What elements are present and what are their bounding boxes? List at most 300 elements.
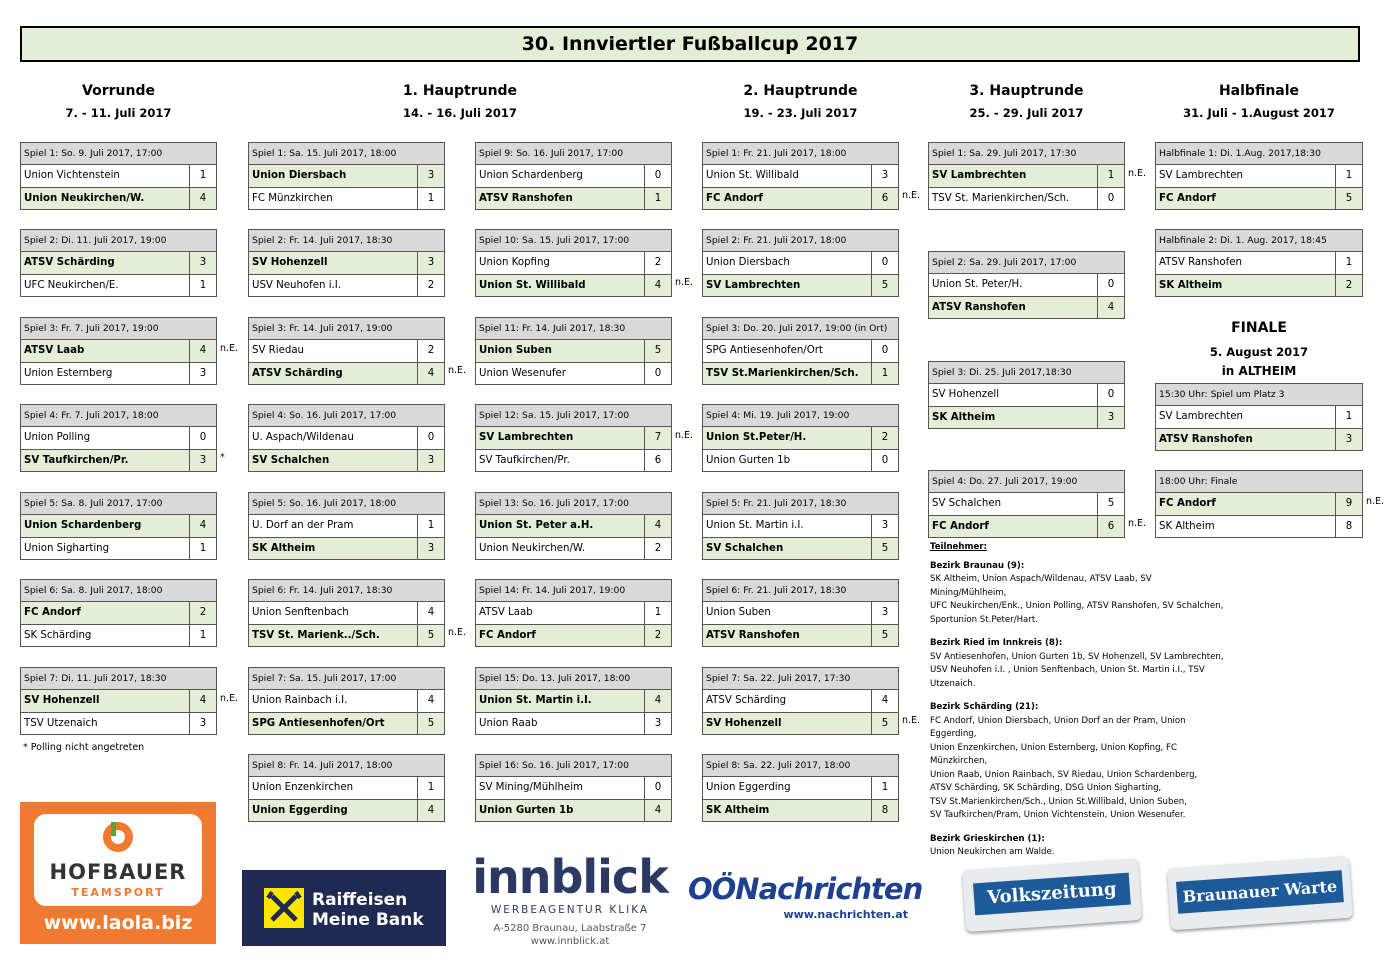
round-heading-hauptrunde-2 <box>702 82 899 121</box>
team-row <box>476 274 671 296</box>
team-row <box>1156 428 1362 450</box>
team-name: ATSV Schärding <box>24 257 115 268</box>
match-header: Spiel 2: Fr. 21. Juli 2017, 18:00 <box>703 230 898 252</box>
team-row <box>929 296 1124 318</box>
team-name: Union Neukirchen/W. <box>24 193 145 204</box>
raiffeisen-line1: Raiffeisen <box>312 890 408 910</box>
match-card <box>475 754 672 822</box>
innblick-sub: WERBEAGENTUR KLIKA <box>490 904 650 916</box>
team-row <box>21 165 216 187</box>
round-dates: 19. - 23. Juli 2017 <box>743 106 858 120</box>
team-score: 3 <box>1335 429 1362 450</box>
team-row <box>21 515 216 537</box>
penalty-note: n.E. <box>1366 496 1385 507</box>
team-name: SV Schalchen <box>932 498 1002 509</box>
innblick-url: www.innblick.at <box>530 936 610 947</box>
match-header: Spiel 2: Di. 11. Juli 2017, 19:00 <box>21 230 216 252</box>
team-row <box>1156 515 1362 537</box>
finale-venue: in ALTHEIM <box>1221 364 1297 378</box>
oon-url: www.nachrichten.at <box>783 908 908 921</box>
match-card <box>702 492 899 560</box>
district-name: Bezirk Ried im Innkreis (8): <box>930 638 1063 648</box>
match-card <box>1155 229 1363 297</box>
match-card <box>928 361 1125 429</box>
team-score: 8 <box>871 800 898 821</box>
team-row <box>249 187 444 209</box>
match-card <box>928 251 1125 319</box>
team-row <box>703 427 898 449</box>
team-row <box>249 799 444 821</box>
finale-date: 5. August 2017 <box>1209 345 1309 359</box>
penalty-note: n.E. <box>675 277 694 288</box>
team-score: 1 <box>189 275 216 296</box>
team-score: 1 <box>871 777 898 799</box>
team-score: 3 <box>871 515 898 537</box>
team-score: 4 <box>1097 297 1124 318</box>
match-header: Spiel 6: Sa. 8. Juli 2017, 18:00 <box>21 580 216 602</box>
participants-list <box>930 541 1230 860</box>
match-header: Spiel 3: Fr. 7. Juli 2017, 19:00 <box>21 318 216 340</box>
round-dates: 7. - 11. Juli 2017 <box>65 106 172 120</box>
team-score: 0 <box>644 165 671 187</box>
team-score: 1 <box>417 515 444 537</box>
team-row <box>703 252 898 274</box>
team-row <box>703 515 898 537</box>
match-card <box>20 667 217 735</box>
team-score: 4 <box>417 602 444 624</box>
team-name: Union St. Martin i.I. <box>706 520 804 531</box>
penalty-note: n.E. <box>448 365 467 376</box>
team-score: 1 <box>871 363 898 384</box>
team-row <box>929 515 1124 537</box>
innblick-name: innblick <box>472 850 668 904</box>
polling-note: * Polling nicht angetreten <box>23 742 145 753</box>
team-row <box>21 624 216 646</box>
match-header: Spiel 4: Mi. 19. Juli 2017, 19:00 <box>703 405 898 427</box>
team-score: 2 <box>417 275 444 296</box>
team-name: Union St. Willibald <box>479 280 586 291</box>
team-name: USV Neuhofen i.I. <box>252 280 342 291</box>
match-card <box>475 667 672 735</box>
team-row <box>249 252 444 274</box>
match-card <box>1155 142 1363 210</box>
team-score: 6 <box>1097 516 1124 537</box>
team-name: SV Hohenzell <box>252 257 328 268</box>
district-teams-line: UFC Neukirchen/Enk., Union Polling, ATSV Ranshofen, SV Schalchen, <box>930 601 1224 611</box>
team-score: 3 <box>189 450 216 471</box>
team-name: FC Andorf <box>24 607 81 618</box>
team-row <box>1156 252 1362 274</box>
team-score: 1 <box>1335 406 1362 428</box>
team-name: Union Eggerding <box>706 782 791 793</box>
team-name: SV Taufkirchen/Pr. <box>24 455 129 466</box>
match-header: Spiel 13: So. 16. Juli 2017, 17:00 <box>476 493 671 515</box>
match-card <box>20 229 217 297</box>
team-score: 2 <box>871 427 898 449</box>
team-score: 4 <box>189 340 216 362</box>
match-header: Spiel 5: Sa. 8. Juli 2017, 17:00 <box>21 493 216 515</box>
match-card <box>928 142 1125 210</box>
team-score: 1 <box>189 625 216 646</box>
match-card <box>248 667 445 735</box>
match-card <box>702 317 899 385</box>
team-row <box>476 690 671 712</box>
team-row <box>249 777 444 799</box>
team-score: 1 <box>644 602 671 624</box>
match-header: Spiel 1: Sa. 29. Juli 2017, 17:30 <box>929 143 1124 165</box>
team-row <box>249 274 444 296</box>
match-header: Spiel 3: Do. 20. Juli 2017, 19:00 (in Ort) <box>703 318 898 340</box>
match-header: Spiel 12: Sa. 15. Juli 2017, 17:00 <box>476 405 671 427</box>
team-name: Union Schardenberg <box>24 520 142 531</box>
match-header: Spiel 5: Fr. 21. Juli 2017, 18:30 <box>703 493 898 515</box>
team-score: 0 <box>1097 188 1124 209</box>
team-name: ATSV Schärding <box>252 368 343 379</box>
team-row <box>249 537 444 559</box>
match-card <box>248 404 445 472</box>
team-row <box>21 362 216 384</box>
team-name: SK Altheim <box>252 543 316 554</box>
district-teams-line: TSV St.Marienkirchen/Sch., Union St.Willibald, Union Suben, <box>930 796 1187 807</box>
innblick-address: A-5280 Braunau, Laabstraße 7 <box>493 923 647 934</box>
team-name: Union Sigharting <box>24 543 110 554</box>
round-heading-halbfinale <box>1155 82 1363 121</box>
team-score: 1 <box>1097 165 1124 187</box>
team-row <box>703 537 898 559</box>
team-row <box>21 427 216 449</box>
district-teams-line: FC Andorf, Union Diersbach, Union Dorf an der Pram, Union Eggerding, <box>930 715 1186 739</box>
match-header: 15:30 Uhr: Spiel um Platz 3 <box>1156 384 1362 406</box>
team-name: Union Senftenbach <box>252 607 349 618</box>
team-score: 4 <box>189 188 216 209</box>
team-name: Union Vichtenstein <box>24 170 120 181</box>
district-teams-line: SV Antiesenhofen, Union Gurten 1b, SV Hohenzell, SV Lambrechten, <box>930 651 1224 662</box>
match-header: Spiel 4: Fr. 7. Juli 2017, 18:00 <box>21 405 216 427</box>
team-row <box>476 799 671 821</box>
round-heading-hauptrunde-3 <box>928 82 1125 121</box>
team-name: ATSV Ranshofen <box>1159 434 1253 445</box>
team-name: SK Schärding <box>24 630 92 641</box>
team-name: SV Schalchen <box>706 543 784 554</box>
team-row <box>21 252 216 274</box>
team-name: SV Lambrechten <box>1159 170 1243 181</box>
match-header: Halbfinale 2: Di. 1. Aug. 2017, 18:45 <box>1156 230 1362 252</box>
team-score: 0 <box>871 450 898 471</box>
team-row <box>703 449 898 471</box>
match-header: Spiel 4: So. 16. Juli 2017, 17:00 <box>249 405 444 427</box>
team-name: SPG Antiesenhofen/Ort <box>252 718 385 729</box>
team-row <box>929 274 1124 296</box>
match-card <box>702 142 899 210</box>
team-score: 0 <box>1097 274 1124 296</box>
innblick-logo <box>470 850 670 950</box>
team-score: 0 <box>189 427 216 449</box>
team-row <box>21 449 216 471</box>
team-score: 5 <box>871 625 898 646</box>
page-title: 30. Innviertler Fußballcup 2017 <box>20 26 1360 62</box>
team-name: SV Lambrechten <box>932 170 1027 181</box>
team-name: Union Kopfing <box>479 257 550 268</box>
team-name: Union Polling <box>24 432 91 443</box>
team-score: 6 <box>644 450 671 471</box>
team-score: 4 <box>644 515 671 537</box>
team-row <box>1156 274 1362 296</box>
round-heading-hauptrunde-1 <box>248 82 672 121</box>
round-name: 3. Hauptrunde <box>969 83 1084 99</box>
match-header: Spiel 6: Fr. 21. Juli 2017, 18:30 <box>703 580 898 602</box>
team-score: 3 <box>189 713 216 734</box>
team-name: ATSV Laab <box>24 345 85 356</box>
team-row <box>21 340 216 362</box>
team-name: FC Andorf <box>932 521 989 532</box>
team-row <box>476 602 671 624</box>
team-row <box>476 537 671 559</box>
team-row <box>476 165 671 187</box>
braunauer-warte-logo <box>1163 850 1358 940</box>
team-name: Union Gurten 1b <box>479 805 574 816</box>
team-name: SK Altheim <box>1159 280 1223 291</box>
team-score: 6 <box>871 188 898 209</box>
team-score: 2 <box>644 625 671 646</box>
match-card <box>20 579 217 647</box>
team-score: 0 <box>871 252 898 274</box>
team-score: 0 <box>644 777 671 799</box>
team-score: 5 <box>871 538 898 559</box>
match-card <box>20 404 217 472</box>
team-row <box>476 187 671 209</box>
penalty-note: n.E. <box>220 343 239 354</box>
team-score: 3 <box>871 602 898 624</box>
team-score: 3 <box>644 713 671 734</box>
team-row <box>703 777 898 799</box>
team-row <box>21 537 216 559</box>
team-row <box>21 187 216 209</box>
team-name: FC Andorf <box>706 193 763 204</box>
raiffeisen-logo <box>242 870 446 946</box>
team-score: 8 <box>1335 516 1362 537</box>
match-card <box>702 754 899 822</box>
team-row <box>21 602 216 624</box>
team-row <box>1156 493 1362 515</box>
match-header: Spiel 7: Di. 11. Juli 2017, 18:30 <box>21 668 216 690</box>
team-name: Union Enzenkirchen <box>252 782 354 793</box>
team-row <box>703 690 898 712</box>
team-score: 5 <box>417 625 444 646</box>
match-card <box>475 229 672 297</box>
team-score: 1 <box>417 777 444 799</box>
match-card <box>248 229 445 297</box>
round-name: Vorrunde <box>82 83 155 99</box>
team-name: TSV St.Marienkirchen/Sch. <box>706 368 859 379</box>
team-name: UFC Neukirchen/E. <box>24 280 119 291</box>
match-card <box>248 492 445 560</box>
district-teams-line: Sportunion St.Peter/Hart. <box>930 614 1038 625</box>
team-row <box>21 712 216 734</box>
team-name: Union Eggerding <box>252 805 348 816</box>
team-score: 0 <box>417 427 444 449</box>
team-row <box>249 449 444 471</box>
team-row <box>476 712 671 734</box>
team-name: FC Andorf <box>479 630 536 641</box>
team-score: 7 <box>644 427 671 449</box>
team-score: 2 <box>644 538 671 559</box>
match-header: Spiel 8: Sa. 22. Juli 2017, 18:00 <box>703 755 898 777</box>
team-row <box>929 493 1124 515</box>
team-name: SV Schalchen <box>252 455 330 466</box>
match-card <box>20 142 217 210</box>
district-teams-line: Union Neukirchen am Walde. <box>930 847 1055 857</box>
braunauer-warte-roll <box>1167 856 1353 931</box>
match-header: Spiel 2: Fr. 14. Juli 2017, 18:30 <box>249 230 444 252</box>
round-name: 1. Hauptrunde <box>402 83 518 99</box>
team-row <box>249 427 444 449</box>
team-row <box>703 187 898 209</box>
district-teams-line: Union Enzenkirchen, Union Esternberg, Union Kopfing, FC Münzkirchen, <box>930 742 1177 766</box>
team-row <box>476 515 671 537</box>
team-score: 2 <box>189 602 216 624</box>
team-name: SV Riedau <box>252 345 305 356</box>
match-card <box>248 142 445 210</box>
match-header: Spiel 8: Fr. 14. Juli 2017, 18:00 <box>249 755 444 777</box>
match-header: Spiel 5: So. 16. Juli 2017, 18:00 <box>249 493 444 515</box>
team-name: Union St.Peter/H. <box>706 432 807 443</box>
team-name: SV Mining/Mühlheim <box>479 782 583 793</box>
districts <box>930 560 1230 860</box>
team-row <box>249 362 444 384</box>
team-row <box>21 274 216 296</box>
team-name: FC Andorf <box>1159 498 1216 509</box>
team-row <box>249 690 444 712</box>
team-row <box>476 777 671 799</box>
match-card <box>1155 470 1363 538</box>
match-card <box>248 579 445 647</box>
match-card <box>702 229 899 297</box>
team-row <box>1156 187 1362 209</box>
round-heading-vorrunde <box>20 82 217 121</box>
match-header: Spiel 3: Fr. 14. Juli 2017, 19:00 <box>249 318 444 340</box>
team-score: 2 <box>644 252 671 274</box>
team-score: 5 <box>871 713 898 734</box>
team-row <box>476 340 671 362</box>
team-score: 3 <box>1097 407 1124 428</box>
team-name: Union Diersbach <box>252 170 347 181</box>
team-score: 4 <box>871 690 898 712</box>
team-name: Union St. Peter a.H. <box>479 520 594 531</box>
team-name: SV Taufkirchen/Pr. <box>479 455 570 466</box>
penalty-note: n.E. <box>675 430 694 441</box>
braunauer-warte-name: Braunauer Warte <box>1176 870 1344 914</box>
team-row <box>249 340 444 362</box>
team-name: Union St. Willibald <box>706 170 799 181</box>
team-score: 4 <box>417 690 444 712</box>
team-score: 4 <box>417 363 444 384</box>
match-header: Spiel 10: Sa. 15. Juli 2017, 17:00 <box>476 230 671 252</box>
team-score: 1 <box>1335 252 1362 274</box>
match-card <box>248 754 445 822</box>
penalty-note: n.E. <box>902 190 921 201</box>
team-score: 3 <box>417 252 444 274</box>
team-score: 3 <box>417 538 444 559</box>
raiffeisen-emblem-icon <box>262 886 306 930</box>
team-score: 3 <box>189 252 216 274</box>
team-name: ATSV Ranshofen <box>706 630 800 641</box>
hofbauer-badge <box>34 814 202 906</box>
volkszeitung-logo <box>958 852 1148 940</box>
team-row <box>929 406 1124 428</box>
match-header: Spiel 4: Do. 27. Juli 2017, 19:00 <box>929 471 1124 493</box>
team-score: 3 <box>417 450 444 471</box>
district-name: Bezirk Schärding (21): <box>930 702 1039 712</box>
team-name: SV Lambrechten <box>479 432 574 443</box>
round-name: Halbfinale <box>1218 83 1300 99</box>
team-name: ATSV Ranshofen <box>1159 257 1242 268</box>
match-card <box>475 142 672 210</box>
team-row <box>703 340 898 362</box>
match-header: Spiel 3: Di. 25. Juli 2017,18:30 <box>929 362 1124 384</box>
team-score: 2 <box>1335 275 1362 296</box>
team-row <box>249 624 444 646</box>
penalty-note: n.E. <box>220 693 239 704</box>
team-name: FC Andorf <box>1159 193 1216 204</box>
team-row <box>476 449 671 471</box>
district-name: Bezirk Grieskirchen (1): <box>930 833 1045 844</box>
raiffeisen-line2: Meine Bank <box>312 910 424 930</box>
match-header: Spiel 9: So. 16. Juli 2017, 17:00 <box>476 143 671 165</box>
team-score: 0 <box>644 363 671 384</box>
team-score: 4 <box>644 690 671 712</box>
round-name: 2. Hauptrunde <box>743 83 858 99</box>
team-name: SPG Antiesenhofen/Ort <box>706 345 823 356</box>
match-card <box>248 317 445 385</box>
team-name: Union St. Martin i.I. <box>479 695 592 706</box>
match-header: Spiel 1: Sa. 15. Juli 2017, 18:00 <box>249 143 444 165</box>
team-name: ATSV Ranshofen <box>932 302 1026 313</box>
team-name: SV Lambrechten <box>1159 411 1243 422</box>
district-teams-line: USV Neuhofen i.I. , Union Senftenbach, Union St. Martin i.I., TSV Utzenaich. <box>930 665 1205 689</box>
team-score: 5 <box>417 713 444 734</box>
hofbauer-name: HOFBAUER <box>49 860 187 884</box>
team-name: SV Hohenzell <box>932 389 1000 400</box>
team-score: 1 <box>1335 165 1362 187</box>
team-name: Union Schardenberg <box>479 170 583 181</box>
team-score: 2 <box>417 340 444 362</box>
volkszeitung-name: Volkszeitung <box>973 873 1131 916</box>
match-header: Spiel 14: Fr. 14. Juli 2017, 19:00 <box>476 580 671 602</box>
district-teams-line: ATSV Schärding, SK Schärding, DSG Union Sigharting, <box>930 783 1162 793</box>
penalty-note: n.E. <box>1128 518 1147 529</box>
match-card <box>702 404 899 472</box>
team-row <box>703 274 898 296</box>
team-row <box>249 602 444 624</box>
oon-logo <box>688 868 923 928</box>
match-card <box>475 404 672 472</box>
match-header: 18:00 Uhr: Finale <box>1156 471 1362 493</box>
team-name: Union Wesenufer <box>479 368 566 379</box>
hofbauer-url: www.laola.biz <box>43 912 193 934</box>
match-card <box>702 667 899 735</box>
match-header: Halbfinale 1: Di. 1.Aug. 2017,18:30 <box>1156 143 1362 165</box>
team-score: 1 <box>189 165 216 187</box>
team-score: 4 <box>189 515 216 537</box>
team-score: 5 <box>1097 493 1124 515</box>
hofbauer-logo <box>20 802 216 944</box>
match-card <box>475 492 672 560</box>
team-score: 4 <box>644 275 671 296</box>
team-score: 5 <box>1335 188 1362 209</box>
team-name: SV Hohenzell <box>24 695 100 706</box>
team-row <box>703 602 898 624</box>
team-name: U. Dorf an der Pram <box>252 520 354 531</box>
